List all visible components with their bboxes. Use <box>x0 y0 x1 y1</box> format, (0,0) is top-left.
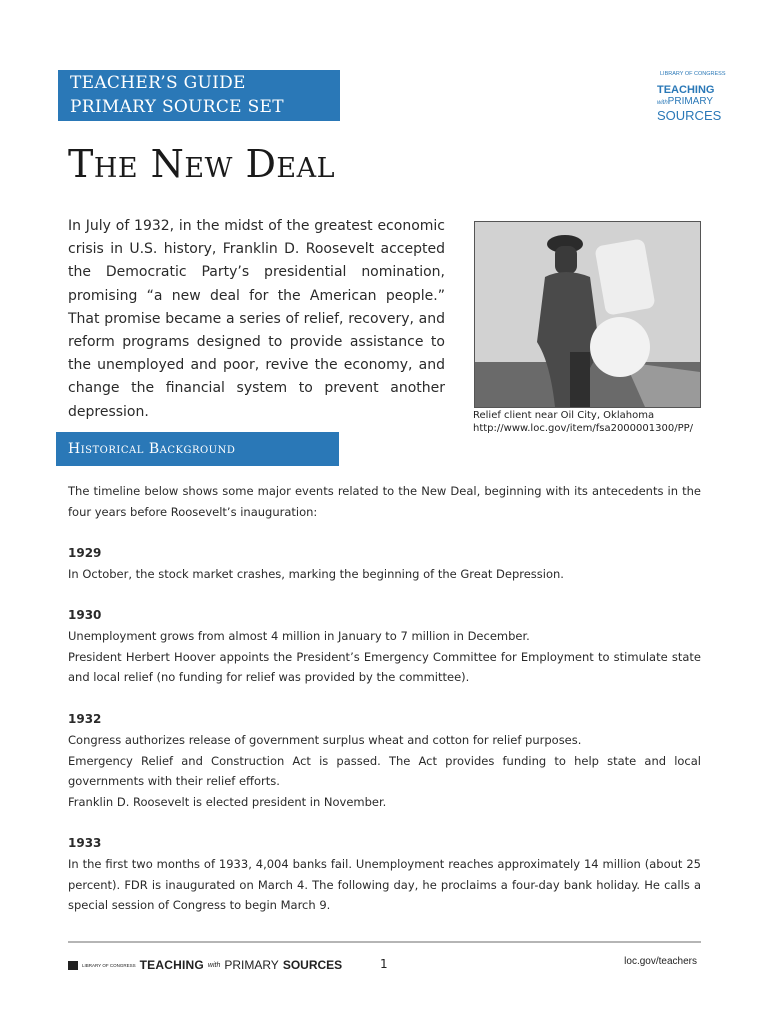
intro-paragraph: In July of 1932, in the midst of the greatest economic crisis in U.S. history, Franklin D. Roosevelt accepted the Democratic Party’s presidential nomination, promising “a new deal for the American people.” That promise became a series of relief, recovery, and reform programs designed to provide assistance to the unemployed and poor, revive the economy, and change the financial system to prevent another depression. <box>68 218 445 420</box>
timeline-year: 1930 <box>68 608 102 622</box>
footer-teaching-text: TEACHING <box>139 958 204 972</box>
timeline-1930 <box>68 605 701 688</box>
photo-caption <box>473 409 713 435</box>
page-number: 1 <box>380 957 388 971</box>
teachers-guide-banner <box>58 70 340 121</box>
timeline-event: Emergency Relief and Construction Act is passed. The Act provides funding to help state and local governments with their relief efforts. <box>68 753 701 789</box>
caption-url[interactable]: http://www.loc.gov/item/fsa2000001300/PP/ <box>473 423 693 434</box>
timeline-1932 <box>68 709 701 813</box>
logo-library-text: LIBRARY OF CONGRESS <box>660 70 726 77</box>
loc-teaching-logo[interactable] <box>657 68 726 123</box>
timeline-event: President Herbert Hoover appoints the President’s Emergency Committee for Employment to stimulate state and local relief (no funding for relief was provided by the committee). <box>68 649 701 685</box>
section-heading-historical-background: Historical Background <box>56 432 339 466</box>
logo-with-text: with <box>657 100 668 106</box>
timeline-year: 1929 <box>68 546 102 560</box>
footer-library-text: LIBRARY OF CONGRESS <box>82 962 136 968</box>
banner-line-2: PRIMARY SOURCE SET <box>70 97 284 117</box>
footer-book-icon <box>68 961 78 970</box>
footer-logo[interactable] <box>68 958 342 972</box>
logo-sources-text: SOURCES <box>657 108 722 123</box>
footer-sources-text: SOURCES <box>282 958 343 972</box>
relief-client-photo <box>474 221 701 408</box>
logo-teaching-text: TEACHING <box>657 84 715 96</box>
timeline-intro-text: The timeline below shows some major events related to the New Deal, beginning with its antecedents in the four years before Roosevelt’s inauguration: <box>68 484 701 519</box>
timeline-year: 1933 <box>68 836 102 850</box>
logo-primary-text: PRIMARY <box>667 96 714 107</box>
timeline-event: In October, the stock market crashes, marking the beginning of the Great Depression. <box>68 566 564 581</box>
page-title: The New Deal <box>68 142 336 186</box>
banner-line-1: TEACHER’S GUIDE <box>70 73 246 93</box>
footer-primary-text: PRIMARY <box>224 958 279 972</box>
photo-illustration <box>475 222 700 407</box>
footer-with-text: with <box>207 961 221 969</box>
timeline-event: In the first two months of 1933, 4,004 banks fail. Unemployment reaches approximately 14 million (about 25 percent). FDR is inaugurated on March 4. The following day, he proclaims a four-day bank holiday. He calls a special session of Congress to begin March 9. <box>68 856 701 913</box>
footer-site-link[interactable]: loc.gov/teachers <box>624 956 697 967</box>
caption-title: Relief client near Oil City, Oklahoma <box>473 410 655 421</box>
timeline-event: Franklin D. Roosevelt is elected president in November. <box>68 795 387 810</box>
timeline-1933 <box>68 833 701 916</box>
timeline-event: Congress authorizes release of government surplus wheat and cotton for relief purposes. <box>68 732 582 747</box>
timeline-event: Unemployment grows from almost 4 million in January to 7 million in December. <box>68 628 530 643</box>
timeline-year: 1932 <box>68 712 102 726</box>
footer-divider <box>68 941 701 943</box>
timeline-1929 <box>68 543 701 585</box>
timeline-intro <box>68 481 701 523</box>
